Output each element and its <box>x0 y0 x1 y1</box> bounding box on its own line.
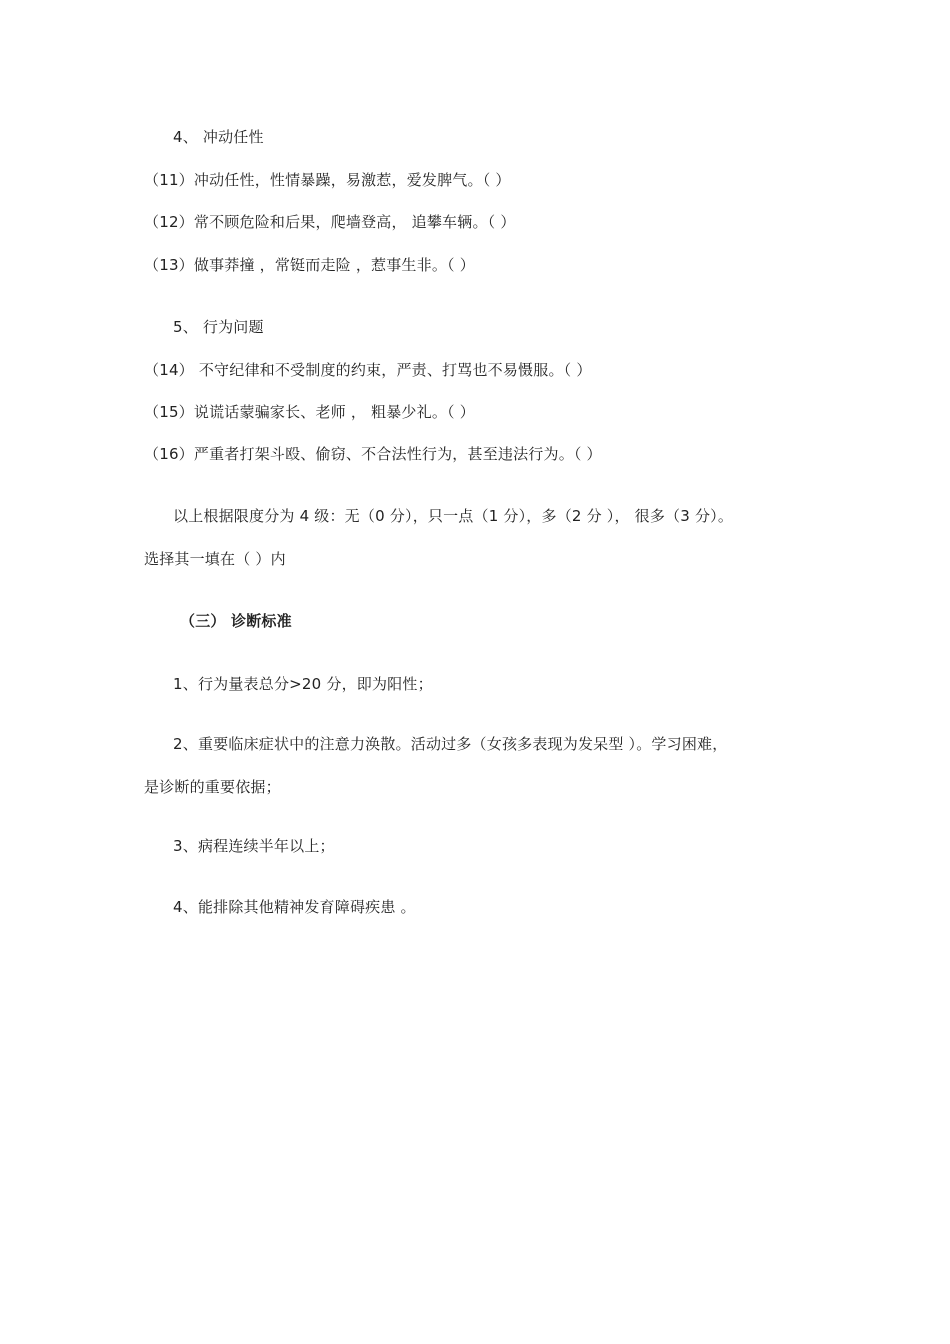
criterion-2-continuation: 是诊断的重要依据； <box>144 778 281 796</box>
criterion-1: 1、行为量表总分>20 分，即为阳性； <box>173 675 433 693</box>
question-16: （16）严重者打架斗殴、偷窃、不合法性行为，甚至违法行为。（ ） <box>144 445 602 463</box>
question-12: （12）常不顾危险和后果，爬墙登高， 追攀车辆。（ ） <box>144 213 516 231</box>
question-13: （13）做事莽撞 ，常铤而走险 ，惹事生非。（ ） <box>144 256 475 274</box>
criterion-4: 4、能排除其他精神发育障碍疾患 。 <box>173 898 416 916</box>
question-15: （15）说谎话蒙骗家长、老师 ， 粗暴少礼。（ ） <box>144 403 475 421</box>
scoring-instruction-line-2: 选择其一填在（ ）内 <box>144 550 286 568</box>
scoring-instruction-line-1: 以上根据限度分为 4 级：无（0 分），只一点（1 分），多（2 分 ）， 很多（3 分）。 <box>173 507 734 525</box>
section-5-heading: 5、 行为问题 <box>173 318 264 336</box>
question-11: （11）冲动任性，性情暴躁，易激惹，爱发脾气。（ ） <box>144 171 511 189</box>
criterion-2: 2、重要临床症状中的注意力涣散。活动过多（女孩多表现为发呆型 ）。学习困难， <box>173 735 728 753</box>
section-4-heading: 4、 冲动任性 <box>173 128 264 146</box>
diagnosis-heading: （三） 诊断标准 <box>180 612 292 630</box>
question-14: （14） 不守纪律和不受制度的约束，严责、打骂也不易慑服。（ ） <box>144 361 592 379</box>
criterion-3: 3、病程连续半年以上； <box>173 837 335 855</box>
